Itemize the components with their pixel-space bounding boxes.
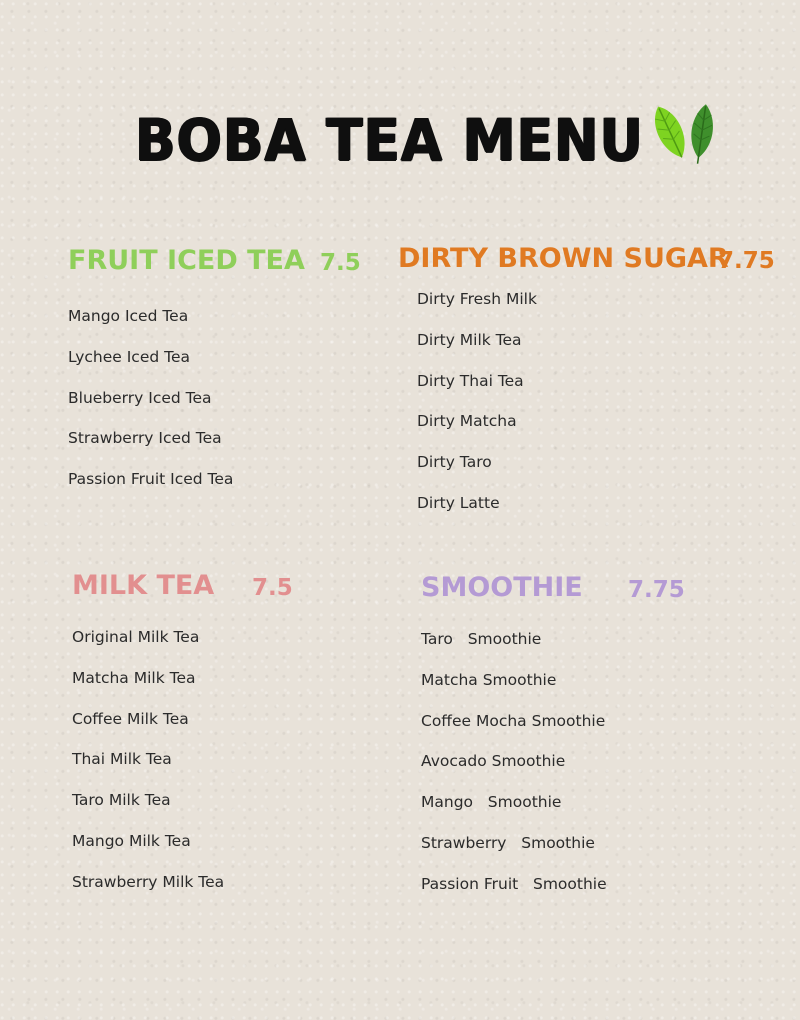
section-title: DIRTY BROWN SUGAR [398,243,729,274]
menu-title: BOBA TEA MENU [135,106,644,174]
menu-item: Strawberry Smoothie [421,833,595,852]
menu-item: Dirty Latte [417,493,500,512]
section-dirty-brown-sugar [398,241,775,532]
section-title: MILK TEA [72,570,215,601]
menu-item: Mango Milk Tea [72,831,191,850]
section-price: 7.75 [628,577,685,603]
menu-item: Taro Milk Tea [72,791,171,810]
section-price: 7.5 [252,575,293,601]
menu-item-list [398,287,537,532]
menu-item: Dirty Milk Tea [417,330,522,349]
menu-item: Dirty Thai Tea [417,371,524,390]
menu-item: Strawberry Iced Tea [68,429,222,448]
menu-item: Coffee Milk Tea [72,709,189,728]
section-header [421,570,685,610]
section-title: SMOOTHIE [421,572,583,603]
menu-item: Coffee Mocha Smoothie [421,711,606,730]
menu-item-list [421,627,607,913]
menu-item: Dirty Taro [417,453,492,472]
section-header [72,568,293,608]
menu-item: Matcha Smoothie [421,670,557,689]
menu-item: Dirty Fresh Milk [417,290,537,308]
menu-item: Taro Smoothie [421,630,542,648]
section-price: 7.75 [718,248,775,274]
menu-item: Lychee Iced Tea [68,347,190,366]
menu-item: Dirty Matcha [417,412,517,431]
menu-item: Avocado Smoothie [421,752,566,771]
section-title: FRUIT ICED TEA [68,245,305,276]
menu-item: Thai Milk Tea [72,750,172,769]
menu-item: Blueberry Iced Tea [68,388,212,407]
section-header [68,243,361,283]
menu-item-list [72,625,224,911]
section-fruit-iced-tea [68,243,361,508]
menu-item: Passion Fruit Iced Tea [68,470,234,489]
section-smoothie [421,570,685,913]
section-header [398,241,775,281]
menu-item: Original Milk Tea [72,628,200,646]
leaves-icon [650,100,725,165]
menu-item: Passion Fruit Smoothie [421,874,607,893]
menu-item: Strawberry Milk Tea [72,872,225,891]
menu-item-list [68,304,233,508]
section-milk-tea [72,568,293,911]
menu-item: Mango Smoothie [421,793,562,812]
menu-item: Mango Iced Tea [68,307,189,325]
menu-item: Matcha Milk Tea [72,668,196,687]
section-price: 7.5 [320,250,361,276]
